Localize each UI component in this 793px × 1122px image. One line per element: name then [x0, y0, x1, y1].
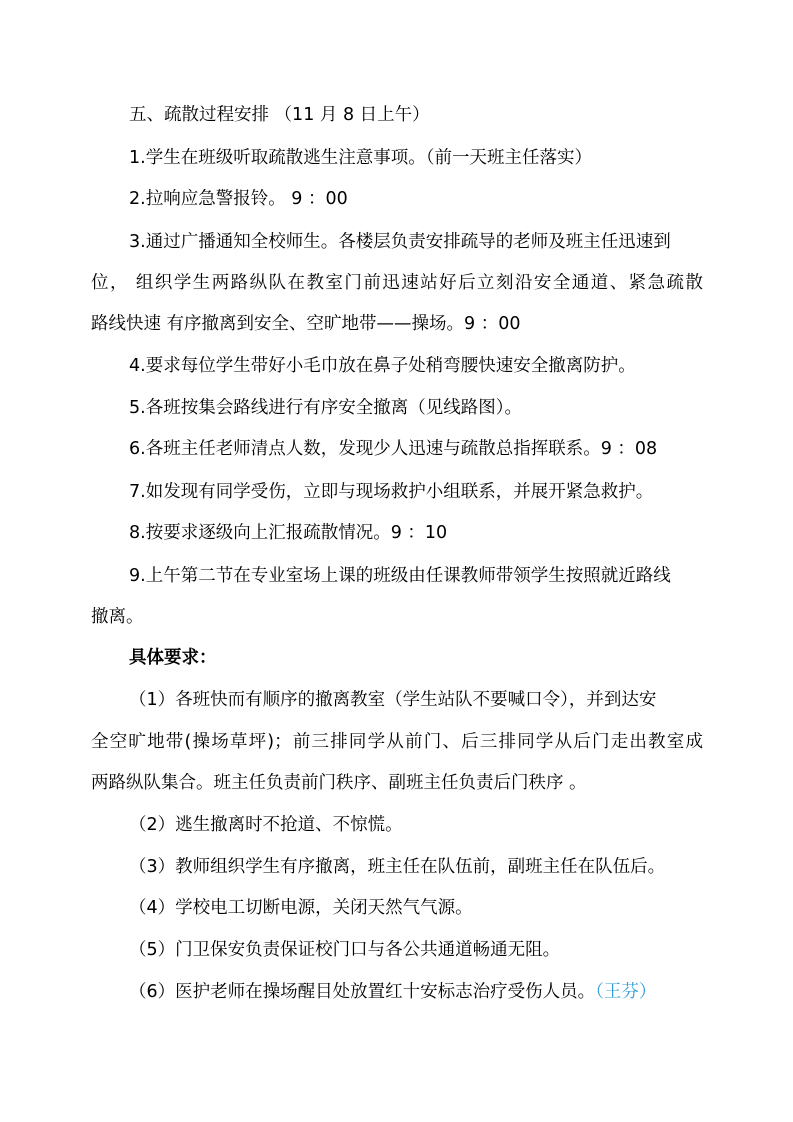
list-item: 2.拉响应急警报铃。 9 ：00 [129, 189, 348, 209]
list-item: 4.要求每位学生带好小毛巾放在鼻子处稍弯腰快速安全撤离防护。 [129, 356, 636, 376]
list-item: 7.如发现有同学受伤，立即与现场救护小组联系，并展开紧急救护。 [129, 482, 654, 502]
list-item-continuation: 路线快速 有序撤离到安全、空旷地带——操场。9 ：00 [91, 314, 521, 334]
requirement-text: （6）医护老师在操场醒目处放置红十安标志治疗受伤人员。 [129, 982, 596, 1002]
requirement-line: （4）学校电工切断电源，关闭天然气气源。 [129, 898, 473, 918]
requirement-line: （3）教师组织学生有序撤离，班主任在队伍前，副班主任在队伍后。 [129, 857, 666, 877]
requirement-line: （2）逃生撤离时不抢道、不惊慌。 [129, 815, 403, 835]
list-item-continuation: 撤离。 [91, 607, 144, 627]
requirement-line: （5）门卫保安负责保证校门口与各公共通道畅通无阻。 [129, 940, 561, 960]
author-note: （王芬） [595, 982, 657, 1002]
requirement-line: 全空旷地带(操场草坪)；前三排同学从前门、后三排同学从后门走出教室成 [91, 732, 703, 752]
section-title: 五、疏散过程安排 （11 月 8 日上午） [129, 105, 430, 125]
requirement-line: 两路纵队集合。班主任负责前门秩序、副班主任负责后门秩序 。 [91, 773, 587, 793]
requirement-line [129, 980, 656, 1004]
list-item: 3.通过广播通知全校师生。各楼层负责安排疏导的老师及班主任迅速到 [129, 232, 671, 252]
requirements-heading: 具体要求： [129, 648, 217, 668]
requirement-line: （1）各班快而有顺序的撤离教室（学生站队不要喊口令），并到达安 [129, 690, 657, 710]
list-item: 8.按要求逐级向上汇报疏散情况。9 ：10 [129, 523, 448, 543]
list-item-continuation: 位， 组织学生两路纵队在教室门前迅速站好后立刻沿安全通道、紧急疏散 [91, 273, 703, 293]
list-item: 6.各班主任老师清点人数，发现少人迅速与疏散总指挥联系。9 ：08 [129, 439, 658, 459]
list-item: 9.上午第二节在专业室场上课的班级由任课教师带领学生按照就近路线 [129, 566, 671, 586]
list-item: 5.各班按集会路线进行有序安全撤离（见线路图）。 [129, 398, 522, 418]
list-item: 1.学生在班级听取疏散逃生注意事项。（前一天班主任落实） [129, 148, 592, 168]
